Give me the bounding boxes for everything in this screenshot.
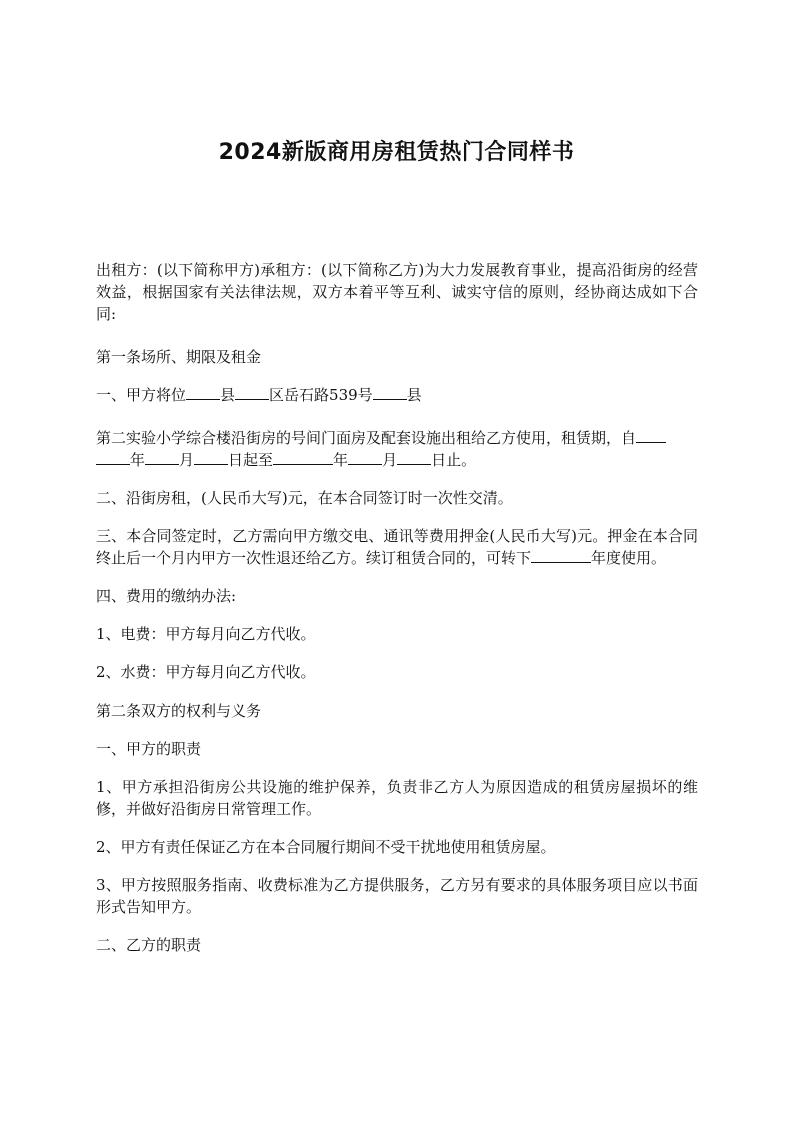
text-segment: 日起至	[228, 451, 274, 469]
paragraph-payment-heading: 四、费用的缴纳办法:	[96, 587, 237, 605]
text-segment: 区岳石路539号	[269, 386, 373, 404]
paragraph-article-1-heading: 第一条场所、期限及租金	[96, 348, 262, 366]
blank-line	[397, 449, 431, 465]
paragraph-deposit	[96, 525, 698, 569]
text-segment: 第二实验小学综合楼沿街房的号间门面房及配套设施出租给乙方使用，租赁期，自	[96, 429, 637, 447]
paragraph-location	[96, 384, 698, 406]
text-segment: 年	[130, 451, 146, 469]
blank-line	[273, 449, 333, 465]
text-segment: 一、甲方将位	[96, 386, 187, 404]
blank-line	[186, 384, 220, 400]
blank-line	[235, 384, 269, 400]
paragraph-service: 3、甲方按照服务指南、收费标准为乙方提供服务，乙方另有要求的具体服务项目应以书面形式告知甲方。	[96, 876, 698, 916]
blank-line	[531, 547, 591, 563]
blank-line	[348, 449, 382, 465]
blank-line	[145, 449, 179, 465]
paragraph-lease-term	[96, 427, 698, 471]
text-segment: 年	[333, 451, 349, 469]
document-body	[96, 259, 698, 956]
paragraph-water: 2、水费：甲方每月向乙方代收。	[96, 663, 316, 681]
paragraph-maintenance: 1、甲方承担沿街房公共设施的维护保养，负责非乙方人为原因造成的租赁房屋损坏的维修，并做好沿街房日常管理工作。	[96, 778, 698, 818]
blank-line	[194, 449, 228, 465]
paragraph-preamble: 出租方：(以下简称甲方)承租方：(以下简称乙方)为大力发展教育事业，提高沿街房的经营效益，根据国家有关法律法规，双方本着平等互利、诚实守信的原则，经协商达成如下合同:	[96, 261, 698, 323]
text-segment: 月	[382, 451, 398, 469]
paragraph-party-a-duties: 一、甲方的职责	[96, 740, 202, 758]
text-segment: 日止。	[431, 451, 477, 469]
blank-line	[373, 384, 407, 400]
paragraph-article-2-heading: 第二条双方的权利与义务	[96, 702, 262, 720]
text-segment: 三、本合同签定时，乙方需向甲方缴交电、通讯等费用押金(人民币大写)元。押金在本合同终止后一个月内甲方一次性退还给乙方。续订租赁合同的，可转下	[96, 527, 698, 567]
blank-line	[96, 449, 130, 465]
document-title: 2024新版商用房租赁热门合同样书	[218, 140, 575, 165]
paragraph-rent: 二、沿街房租，(人民币大写)元，在本合同签订时一次性交清。	[96, 489, 513, 507]
text-segment: 年度使用。	[591, 549, 667, 567]
text-segment: 月	[179, 451, 195, 469]
paragraph-party-b-duties: 二、乙方的职责	[96, 936, 202, 954]
blank-line	[636, 427, 666, 443]
paragraph-electricity: 1、电费：甲方每月向乙方代收。	[96, 625, 316, 643]
text-segment: 县	[406, 386, 422, 404]
text-segment: 县	[220, 386, 236, 404]
paragraph-quiet-use: 2、甲方有责任保证乙方在本合同履行期间不受干扰地使用租赁房屋。	[96, 838, 556, 856]
